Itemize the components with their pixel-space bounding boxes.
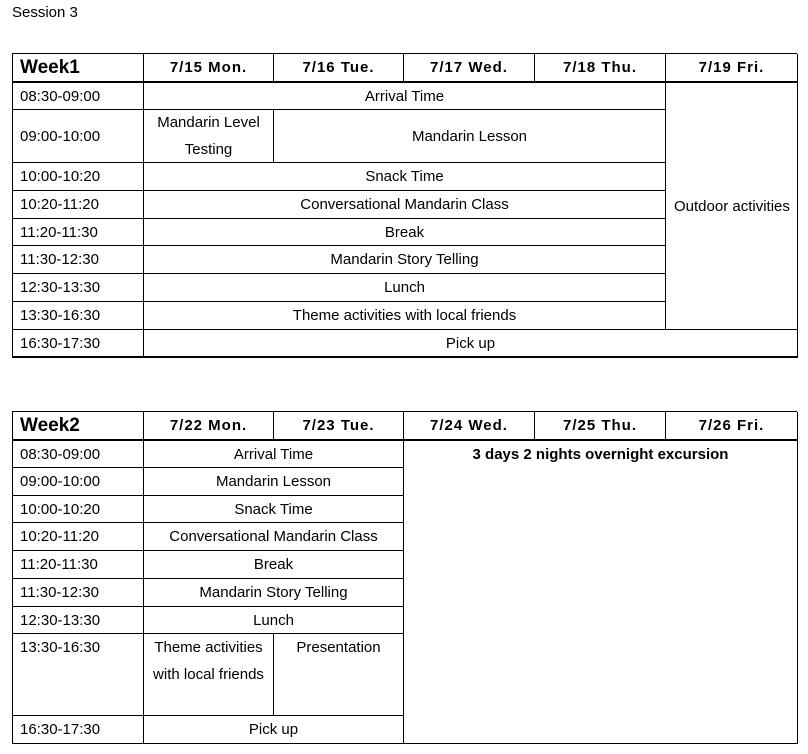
day-header: 7/22 Mon. [144, 412, 274, 441]
day-header: 7/23 Tue. [274, 412, 404, 441]
time-slot: 09:00-10:00 [13, 468, 144, 496]
activity-cell-excursion: 3 days 2 nights overnight excursion [404, 441, 798, 744]
time-slot: 11:20-11:30 [13, 551, 144, 579]
activity-cell: Arrival Time [144, 83, 666, 110]
activity-cell: Break [144, 219, 666, 246]
time-slot: 11:30-12:30 [13, 579, 144, 607]
activity-cell: Conversational Mandarin Class [144, 523, 404, 551]
day-header: 7/15 Mon. [144, 54, 274, 83]
activity-cell: Theme activities with local friends [144, 634, 274, 716]
week-label: Week2 [13, 412, 144, 441]
time-slot: 12:30-13:30 [13, 607, 144, 634]
time-slot: 10:20-11:20 [13, 191, 144, 219]
time-slot: 12:30-13:30 [13, 274, 144, 302]
time-slot: 10:20-11:20 [13, 523, 144, 551]
time-slot: 10:00-10:20 [13, 496, 144, 523]
activity-cell: Snack Time [144, 496, 404, 523]
activity-cell: Mandarin Lesson [144, 468, 404, 496]
activity-cell: Mandarin Story Telling [144, 246, 666, 274]
activity-cell: Pick up [144, 716, 404, 744]
day-header: 7/25 Thu. [535, 412, 666, 441]
activity-cell: Conversational Mandarin Class [144, 191, 666, 219]
day-header: 7/16 Tue. [274, 54, 404, 83]
activity-cell: Lunch [144, 274, 666, 302]
activity-cell: Break [144, 551, 404, 579]
time-slot: 13:30-16:30 [13, 634, 144, 716]
activity-cell: Mandarin Story Telling [144, 579, 404, 607]
week1-schedule-table [12, 53, 797, 358]
activity-cell: Theme activities with local friends [144, 302, 666, 330]
activity-cell: Presentation [274, 634, 404, 716]
activity-cell: Lunch [144, 607, 404, 634]
activity-cell: Snack Time [144, 163, 666, 191]
activity-cell: Mandarin Lesson [274, 110, 666, 163]
activity-cell: Mandarin Level Testing [144, 110, 274, 163]
time-slot: 09:00-10:00 [13, 110, 144, 163]
time-slot: 10:00-10:20 [13, 163, 144, 191]
week-label: Week1 [13, 54, 144, 83]
time-slot: 08:30-09:00 [13, 441, 144, 468]
time-slot: 16:30-17:30 [13, 716, 144, 744]
time-slot: 13:30-16:30 [13, 302, 144, 330]
activity-cell-outdoor: Outdoor activities [666, 83, 798, 330]
time-slot: 11:30-12:30 [13, 246, 144, 274]
time-slot: 08:30-09:00 [13, 83, 144, 110]
day-header: 7/24 Wed. [404, 412, 535, 441]
week2-schedule-table [12, 411, 797, 744]
activity-cell: Arrival Time [144, 441, 404, 468]
day-header: 7/19 Fri. [666, 54, 798, 83]
day-header: 7/17 Wed. [404, 54, 535, 83]
time-slot: 16:30-17:30 [13, 330, 144, 358]
day-header: 7/18 Thu. [535, 54, 666, 83]
activity-cell: Pick up [144, 330, 798, 358]
session-title: Session 3 [12, 4, 78, 21]
time-slot: 11:20-11:30 [13, 219, 144, 246]
day-header: 7/26 Fri. [666, 412, 798, 441]
